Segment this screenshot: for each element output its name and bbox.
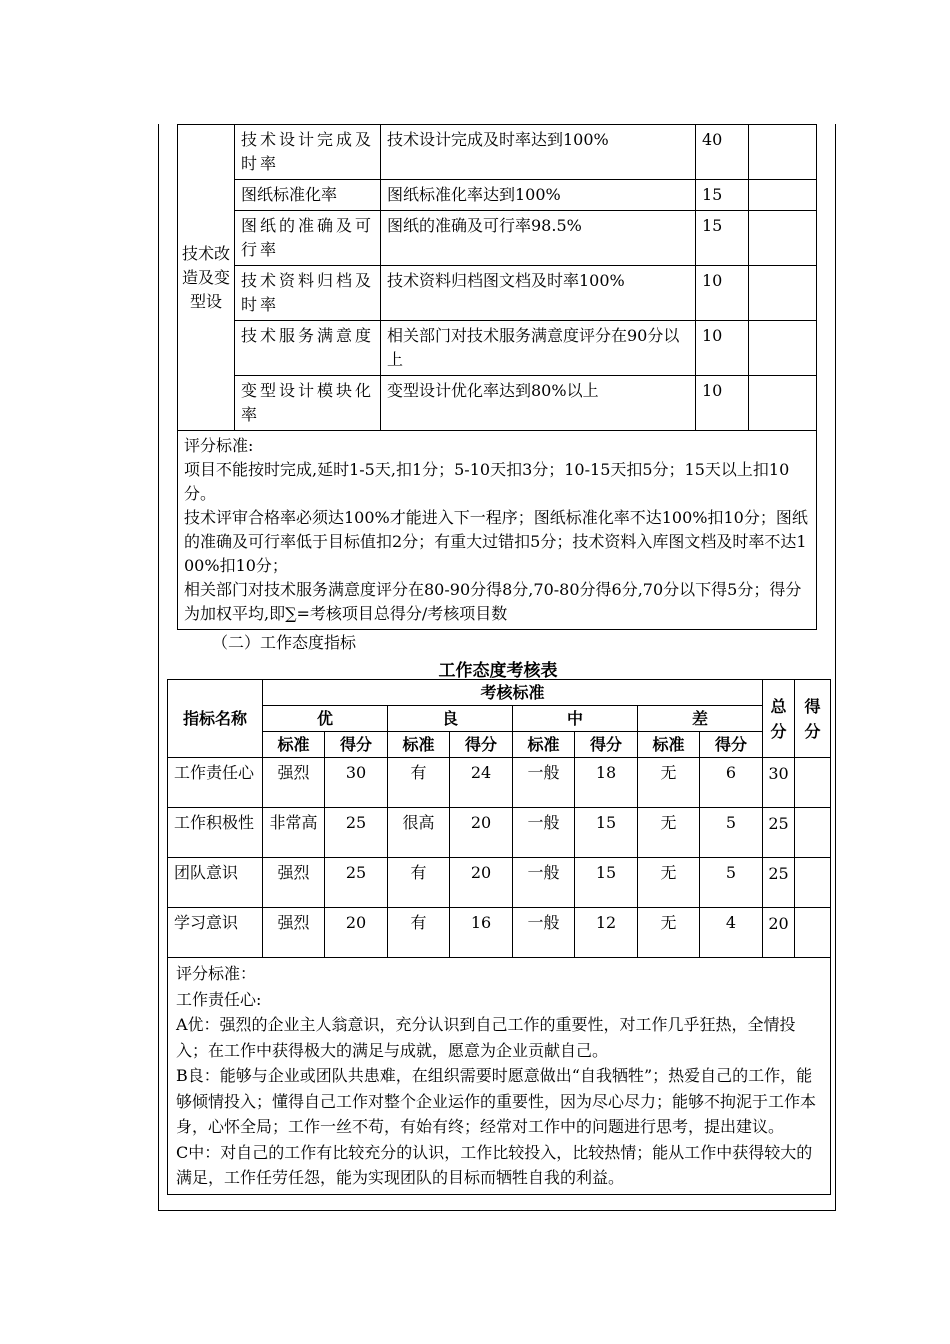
header-score: 得分 bbox=[450, 732, 513, 758]
cell: 25 bbox=[325, 858, 388, 908]
level-medium: 中 bbox=[513, 706, 638, 732]
cell: 5 bbox=[700, 858, 763, 908]
obtained-cell bbox=[795, 808, 831, 858]
cell: 一般 bbox=[513, 758, 575, 808]
criteria-line: 评分标准: bbox=[184, 436, 254, 455]
cell: 无 bbox=[638, 808, 700, 858]
criteria-line: 技术评审合格率必须达100%才能进入下一程序；图纸标准化率不达100%扣10分；图纸的准确及可行率低于目标值扣2分；有重大过错扣5分；技术资料入库图文档及时率不达100%扣10分； bbox=[184, 508, 808, 575]
cell: 一般 bbox=[513, 808, 575, 858]
attitude-scoring-criteria bbox=[168, 958, 831, 1195]
criteria-line: 工作责任心: bbox=[176, 989, 262, 1009]
obtained-cell bbox=[795, 908, 831, 958]
header-indicator: 指标名称 bbox=[168, 680, 263, 758]
score-cell bbox=[749, 376, 817, 431]
level-excellent: 优 bbox=[263, 706, 388, 732]
score-cell bbox=[749, 321, 817, 376]
cell: 15 bbox=[575, 858, 638, 908]
level-good: 良 bbox=[388, 706, 513, 732]
cell: 30 bbox=[325, 758, 388, 808]
table-row bbox=[168, 808, 831, 858]
indicator-weight: 40 bbox=[696, 125, 749, 180]
header-obtained: 得分 bbox=[795, 680, 831, 758]
table-row bbox=[178, 266, 817, 321]
criteria-line: C中：对自己的工作有比较充分的认识，工作比较投入，比较热情；能从工作中获得较大的满足，工作任劳任怨，能为实现团队的目标而牺牲自我的利益。 bbox=[176, 1142, 813, 1187]
obtained-cell bbox=[795, 758, 831, 808]
indicator-standard: 相关部门对技术服务满意度评分在90分以上 bbox=[381, 321, 696, 376]
cell: 24 bbox=[450, 758, 513, 808]
table-row bbox=[168, 908, 831, 958]
table-row bbox=[178, 431, 817, 630]
cell: 12 bbox=[575, 908, 638, 958]
indicator-name: 图纸标准化率 bbox=[235, 180, 381, 211]
indicator-standard: 技术资料归档图文档及时率100% bbox=[381, 266, 696, 321]
total-cell: 25 bbox=[763, 808, 795, 858]
cell: 强烈 bbox=[263, 908, 325, 958]
cell: 18 bbox=[575, 758, 638, 808]
table-title: 工作态度考核表 bbox=[438, 661, 558, 681]
technical-design-table bbox=[177, 124, 817, 630]
cell: 20 bbox=[450, 808, 513, 858]
header-standard: 标准 bbox=[263, 732, 325, 758]
header-score: 得分 bbox=[325, 732, 388, 758]
indicator-standard: 变型设计优化率达到80%以上 bbox=[381, 376, 696, 431]
indicator-name: 工作责任心 bbox=[168, 758, 263, 808]
score-cell bbox=[749, 211, 817, 266]
indicator-weight: 10 bbox=[696, 266, 749, 321]
indicator-name: 变型设计模块化率 bbox=[235, 376, 381, 431]
header-standard: 标准 bbox=[638, 732, 700, 758]
indicator-standard: 图纸标准化率达到100% bbox=[381, 180, 696, 211]
indicator-standard: 图纸的准确及可行率98.5% bbox=[381, 211, 696, 266]
cell: 5 bbox=[700, 808, 763, 858]
table-row bbox=[178, 376, 817, 431]
cell: 有 bbox=[388, 858, 450, 908]
cell: 20 bbox=[325, 908, 388, 958]
indicator-weight: 10 bbox=[696, 321, 749, 376]
indicator-name: 图纸的准确及可行率 bbox=[235, 211, 381, 266]
score-cell bbox=[749, 180, 817, 211]
header-criteria: 考核标准 bbox=[263, 680, 763, 706]
indicator-standard: 技术设计完成及时率达到100% bbox=[381, 125, 696, 180]
criteria-line: 相关部门对技术服务满意度评分在80-90分得8分,70-80分得6分,70分以下得5分；得分为加权平均,即∑=考核项目总得分/考核项目数 bbox=[184, 580, 802, 623]
total-cell: 25 bbox=[763, 858, 795, 908]
table-row bbox=[178, 180, 817, 211]
indicator-name: 技术资料归档及时率 bbox=[235, 266, 381, 321]
header-row bbox=[168, 706, 831, 732]
work-attitude-table bbox=[167, 679, 831, 1195]
indicator-name: 团队意识 bbox=[168, 858, 263, 908]
criteria-line: A优：强烈的企业主人翁意识，充分认识到自己工作的重要性，对工作几乎狂热，全情投入；在工作中获得极大的满足与成就，愿意为企业贡献自己。 bbox=[176, 1015, 796, 1060]
indicator-weight: 15 bbox=[696, 211, 749, 266]
indicator-weight: 10 bbox=[696, 376, 749, 431]
criteria-line: 评分标准： bbox=[176, 964, 257, 983]
cell: 16 bbox=[450, 908, 513, 958]
indicator-name: 学习意识 bbox=[168, 908, 263, 958]
cell: 一般 bbox=[513, 908, 575, 958]
indicator-weight: 15 bbox=[696, 180, 749, 211]
category-cell: 技术改造及变型设 bbox=[178, 125, 235, 431]
cell: 强烈 bbox=[263, 758, 325, 808]
criteria-line: B良：能够与企业或团队共患难，在组织需要时愿意做出“自我牺牲”；热爱自己的工作，能够倾情投入；懂得自己工作对整个企业运作的重要性，因为尽心尽力；能够不拘泥于工作本身，心怀全局；工作一丝不苟，有始有终；经常对工作中的问题进行思考，提出建议。 bbox=[176, 1066, 817, 1136]
indicator-name: 技术服务满意度 bbox=[235, 321, 381, 376]
cell: 6 bbox=[700, 758, 763, 808]
cell: 20 bbox=[450, 858, 513, 908]
cell: 无 bbox=[638, 908, 700, 958]
cell: 有 bbox=[388, 758, 450, 808]
cell: 非常高 bbox=[263, 808, 325, 858]
scoring-criteria bbox=[178, 431, 817, 630]
header-row bbox=[168, 680, 831, 706]
score-cell bbox=[749, 125, 817, 180]
total-cell: 30 bbox=[763, 758, 795, 808]
cell: 无 bbox=[638, 858, 700, 908]
indicator-name: 工作积极性 bbox=[168, 808, 263, 858]
header-total: 总分 bbox=[763, 680, 795, 758]
table-row bbox=[178, 211, 817, 266]
obtained-cell bbox=[795, 858, 831, 908]
table-row bbox=[168, 958, 831, 1195]
header-score: 得分 bbox=[700, 732, 763, 758]
header-score: 得分 bbox=[575, 732, 638, 758]
indicator-name: 技术设计完成及时率 bbox=[235, 125, 381, 180]
level-poor: 差 bbox=[638, 706, 763, 732]
cell: 一般 bbox=[513, 858, 575, 908]
total-cell: 20 bbox=[763, 908, 795, 958]
cell: 4 bbox=[700, 908, 763, 958]
table-row bbox=[178, 125, 817, 180]
cell: 15 bbox=[575, 808, 638, 858]
header-row bbox=[168, 732, 831, 758]
table-row bbox=[178, 321, 817, 376]
table-row bbox=[168, 858, 831, 908]
criteria-line: 项目不能按时完成,延时1-5天,扣1分；5-10天扣3分；10-15天扣5分；15天以上扣10分。 bbox=[184, 460, 790, 503]
cell: 有 bbox=[388, 908, 450, 958]
cell: 25 bbox=[325, 808, 388, 858]
score-cell bbox=[749, 266, 817, 321]
header-standard: 标准 bbox=[513, 732, 575, 758]
table-row bbox=[168, 758, 831, 808]
section-heading: （二）工作态度指标 bbox=[212, 633, 357, 652]
cell: 无 bbox=[638, 758, 700, 808]
cell: 很高 bbox=[388, 808, 450, 858]
header-standard: 标准 bbox=[388, 732, 450, 758]
cell: 强烈 bbox=[263, 858, 325, 908]
